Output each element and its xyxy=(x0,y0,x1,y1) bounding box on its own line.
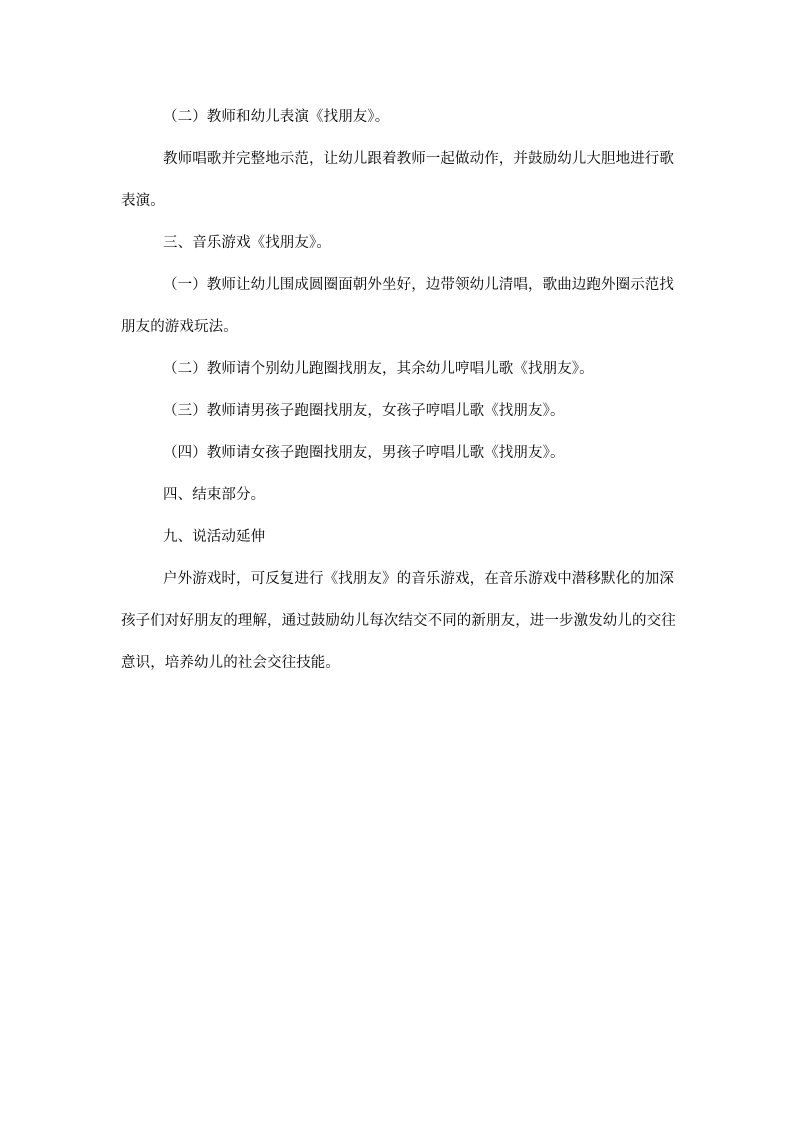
paragraph-line: 户外游戏时，可反复进行《找朋友》的音乐游戏，在音乐游戏中潜移默化的加深 xyxy=(163,571,674,587)
paragraph-line: 意识，培养幼儿的社会交往技能。 xyxy=(121,655,340,671)
paragraph-line: （一）教师让幼儿围成圆圈面朝外坐好，边带领幼儿清唱，歌曲边跑外圈示范找 xyxy=(163,277,674,293)
paragraph-line: 朋友的游戏玩法。 xyxy=(121,319,238,335)
subsection-heading-teacher-performance: （二）教师和幼儿表演《找朋友》。 xyxy=(163,109,390,125)
section-heading-ending: 四、结束部分。 xyxy=(163,487,266,503)
section-heading-extension: 九、说活动延伸 xyxy=(163,529,266,545)
paragraph-line: 教师唱歌并完整地示范，让幼儿跟着教师一起做动作，并鼓励幼儿大胆地进行歌 xyxy=(163,151,674,167)
paragraph-line: 表演。 xyxy=(121,193,165,209)
section-heading-music-game: 三、音乐游戏《找朋友》。 xyxy=(163,235,331,251)
paragraph-line: （三）教师请男孩子跑圈找朋友，女孩子哼唱儿歌《找朋友》。 xyxy=(163,403,565,419)
paragraph-line: （二）教师请个别幼儿跑圈找朋友，其余幼儿哼唱儿歌《找朋友》。 xyxy=(163,361,594,377)
paragraph-line: （四）教师请女孩子跑圈找朋友，男孩子哼唱儿歌《找朋友》。 xyxy=(163,445,565,461)
paragraph-line: 孩子们对好朋友的理解，通过鼓励幼儿每次结交不同的新朋友，进一步激发幼儿的交往 xyxy=(121,613,676,629)
